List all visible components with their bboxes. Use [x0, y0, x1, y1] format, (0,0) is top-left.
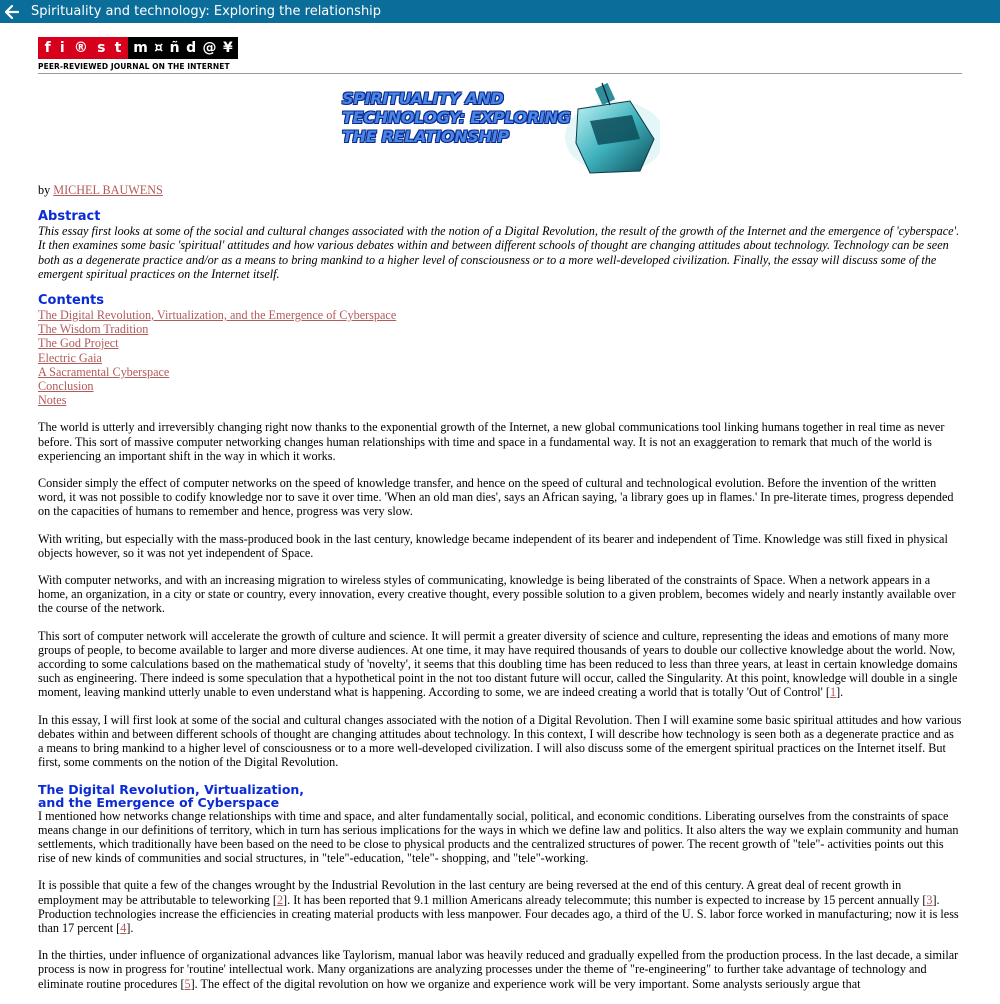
paragraph: With writing, but especially with the mass-produced book in the last century, knowledge became independent of its bearer and independent of Time. Knowledge was still fixed in physical objects however, so it was not yet independent of Space.: [38, 531, 948, 560]
author-link[interactable]: MICHEL BAUWENS: [53, 183, 163, 197]
toc-link-sacramental-cyberspace[interactable]: A Sacramental Cyberspace: [38, 364, 170, 379]
paragraph: With computer networks, and with an increasing migration to wireless styles of communicating, knowledge is being liberated of the constraints of Space. When a network appears in a home, an organization, in a city or state or country, every innovation, every creative thought, every possible solution to a given problem, becomes widely and nearly instantly available over the course of the network.: [38, 573, 956, 616]
contents-heading: Contents: [38, 293, 104, 309]
header-divider: [38, 73, 962, 74]
table-of-contents: [38, 308, 962, 407]
paragraph: In the thirties, under influence of organizational advances like Taylorism, manual labor was heavily reduced and gradually expelled from the production process. In the last decade, a similar process is now in progress for 'routine' intellectual work. Many organizations are analyzing processes under the theme of "re-engineering" to further take advantage of technology and eliminate routine procedures [5]. The effect of the digital revolution on how we organize and experience work will be very important. Some analysts seriously argue that: [38, 948, 959, 991]
toc-link-electric-gaia[interactable]: Electric Gaia: [38, 350, 102, 365]
paragraph: I mentioned how networks change relationships with time and space, and alter fundamentally social, political, and economic conditions. Liberating ourselves from the constraints of space means change in our definitions of territory, which in turn has serious implications for the ways in which we define law and politics. It also alters the way we explain community and human settlements, which traditionally have been based on the need to be close to physical products and the centralized structures of power. The recent growth of "tele"- activities points out this rise of new kinds of communities and social structures, in "tele"-education, "tele"- shopping, and "tele"-working.: [38, 808, 959, 866]
abstract-heading: Abstract: [38, 209, 101, 225]
toc-link-wisdom-tradition[interactable]: The Wisdom Tradition: [38, 322, 149, 337]
byline: by MICHEL BAUWENS: [38, 183, 163, 197]
logo-subtitle: PEER-REVIEWED JOURNAL ON THE INTERNET: [38, 62, 230, 71]
app-header: [0, 0, 1000, 23]
abstract-text: This essay first looks at some of the social and cultural changes associated with the notion of a Digital Revolution, the result of the growth of the Internet and the emergence of 'cyberspace'. It then examines some basic 'spiritual' attitudes and how various debates within and between different schools of thought are changing attitudes about technology. Technology can be seen both as a degenerate practice and/or as a means to bring mankind to a higher level of consciousness or to a more well-developed civilization. Finally, the essay will discuss some of the emergent spiritual practices on the Internet itself.: [38, 224, 960, 281]
footnote-link-2[interactable]: 2: [276, 892, 284, 907]
section-heading-digital-revolution: The Digital Revolution, Virtualization, and the Emergence of Cyberspace: [38, 781, 305, 810]
paragraph: The world is utterly and irreversibly changing right now thanks to the exponential growth of the Internet, a new global communications tool linking humans together in real time as never before. This sort of massive computer networking changes human relationships with time and space in a fundamental way. It is not an exaggeration to remark that much of the world is experiencing an important shift in the way in which it works.: [38, 420, 945, 463]
journal-logo: [38, 37, 238, 83]
toc-link-conclusion[interactable]: Conclusion: [38, 379, 94, 394]
banner-title: SPIRITUALITY AND TECHNOLOGY: EXPLORING THE RELATIONSHIP: [342, 89, 571, 146]
paragraph: It is possible that quite a few of the changes wrought by the Industrial Revolution in the last century are being reversed at the end of this century. A great deal of recent growth in employment may be attributable to teleworking [2]. It has been reported that 9.1 million Americans already telecommute; this number is expected to increase by 15 percent annually [3]. Production technologies increase the efficiencies in creating material products with less manpower. Four decades ago, a third of the U. S. labor force worked in manufacturing; now it is less than 17 percent [4].: [38, 878, 959, 935]
paragraph: Consider simply the effect of computer networks on the speed of knowledge transfer, and hence on the speed of cultural and technological evolution. Before the invention of the written word, it was not possible to codify knowledge nor to save it over time. 'When an old man dies', says an African saying, 'a library goes up in flames.' In pre-literate times, progress depended on the capacities of humans to remember and hence, progress was very slow.: [38, 476, 954, 519]
paragraph: In this essay, I will first look at some of the social and cultural changes associated with the notion of a Digital Revolution. Then I will examine some basic spiritual attitudes and how various debates within and between different schools of thought are changing attitudes about technology. In this context, I will describe how technology is seen both as a degenerate practice and as a means to bring mankind to a higher level of consciousness or to a more well-developed civilization. I will also discuss some of the emergent spiritual practices on the Internet itself. But first, some comments on the notion of the Digital Revolution.: [38, 712, 962, 770]
paragraph: This sort of computer network will accelerate the growth of culture and science. It will permit a greater diversity of science and culture, representing the ideas and emotions of many more groups of people, to become available to larger and more diverse audiences. At one time, it may have required thousands of years to double our collective knowledge about the world. Now, according to some calculations based on the mathematical study of 'novelty', it seems that this doubling time has been reduced to less than three years, at least in certain knowledge domains such as engineering. There indeed is some speculation that a hypothetical point in the not too distant future will occur, called the Singularity. At this point, knowledge will double in a single moment, leaving mankind utterly unable to even understand what is happening. According to some, we are indeed creating a world that is totally 'Out of Control' [1].: [38, 628, 958, 700]
toc-link-notes[interactable]: Notes: [38, 393, 67, 408]
logo-black-block: m ¤ ñ d @ ¥: [128, 37, 238, 59]
logo-red-block: f i ® s t: [38, 37, 128, 59]
toc-link-digital-revolution[interactable]: The Digital Revolution, Virtualization, and the Emergence of Cyberspace: [38, 308, 397, 323]
footnote-link-5[interactable]: 5: [184, 976, 191, 991]
toc-link-god-project[interactable]: The God Project: [38, 336, 119, 351]
back-arrow-icon: [5, 5, 19, 19]
back-button[interactable]: [0, 0, 24, 23]
footnote-link-1[interactable]: 1: [829, 685, 837, 700]
footnote-link-4[interactable]: 4: [120, 920, 127, 935]
title-banner: [340, 81, 660, 175]
logo-wordmark: [38, 37, 238, 59]
article-body: [38, 183, 962, 1004]
page-title: Spirituality and technology: Exploring the relationship: [31, 4, 382, 19]
footnote-link-3[interactable]: 3: [926, 892, 933, 907]
